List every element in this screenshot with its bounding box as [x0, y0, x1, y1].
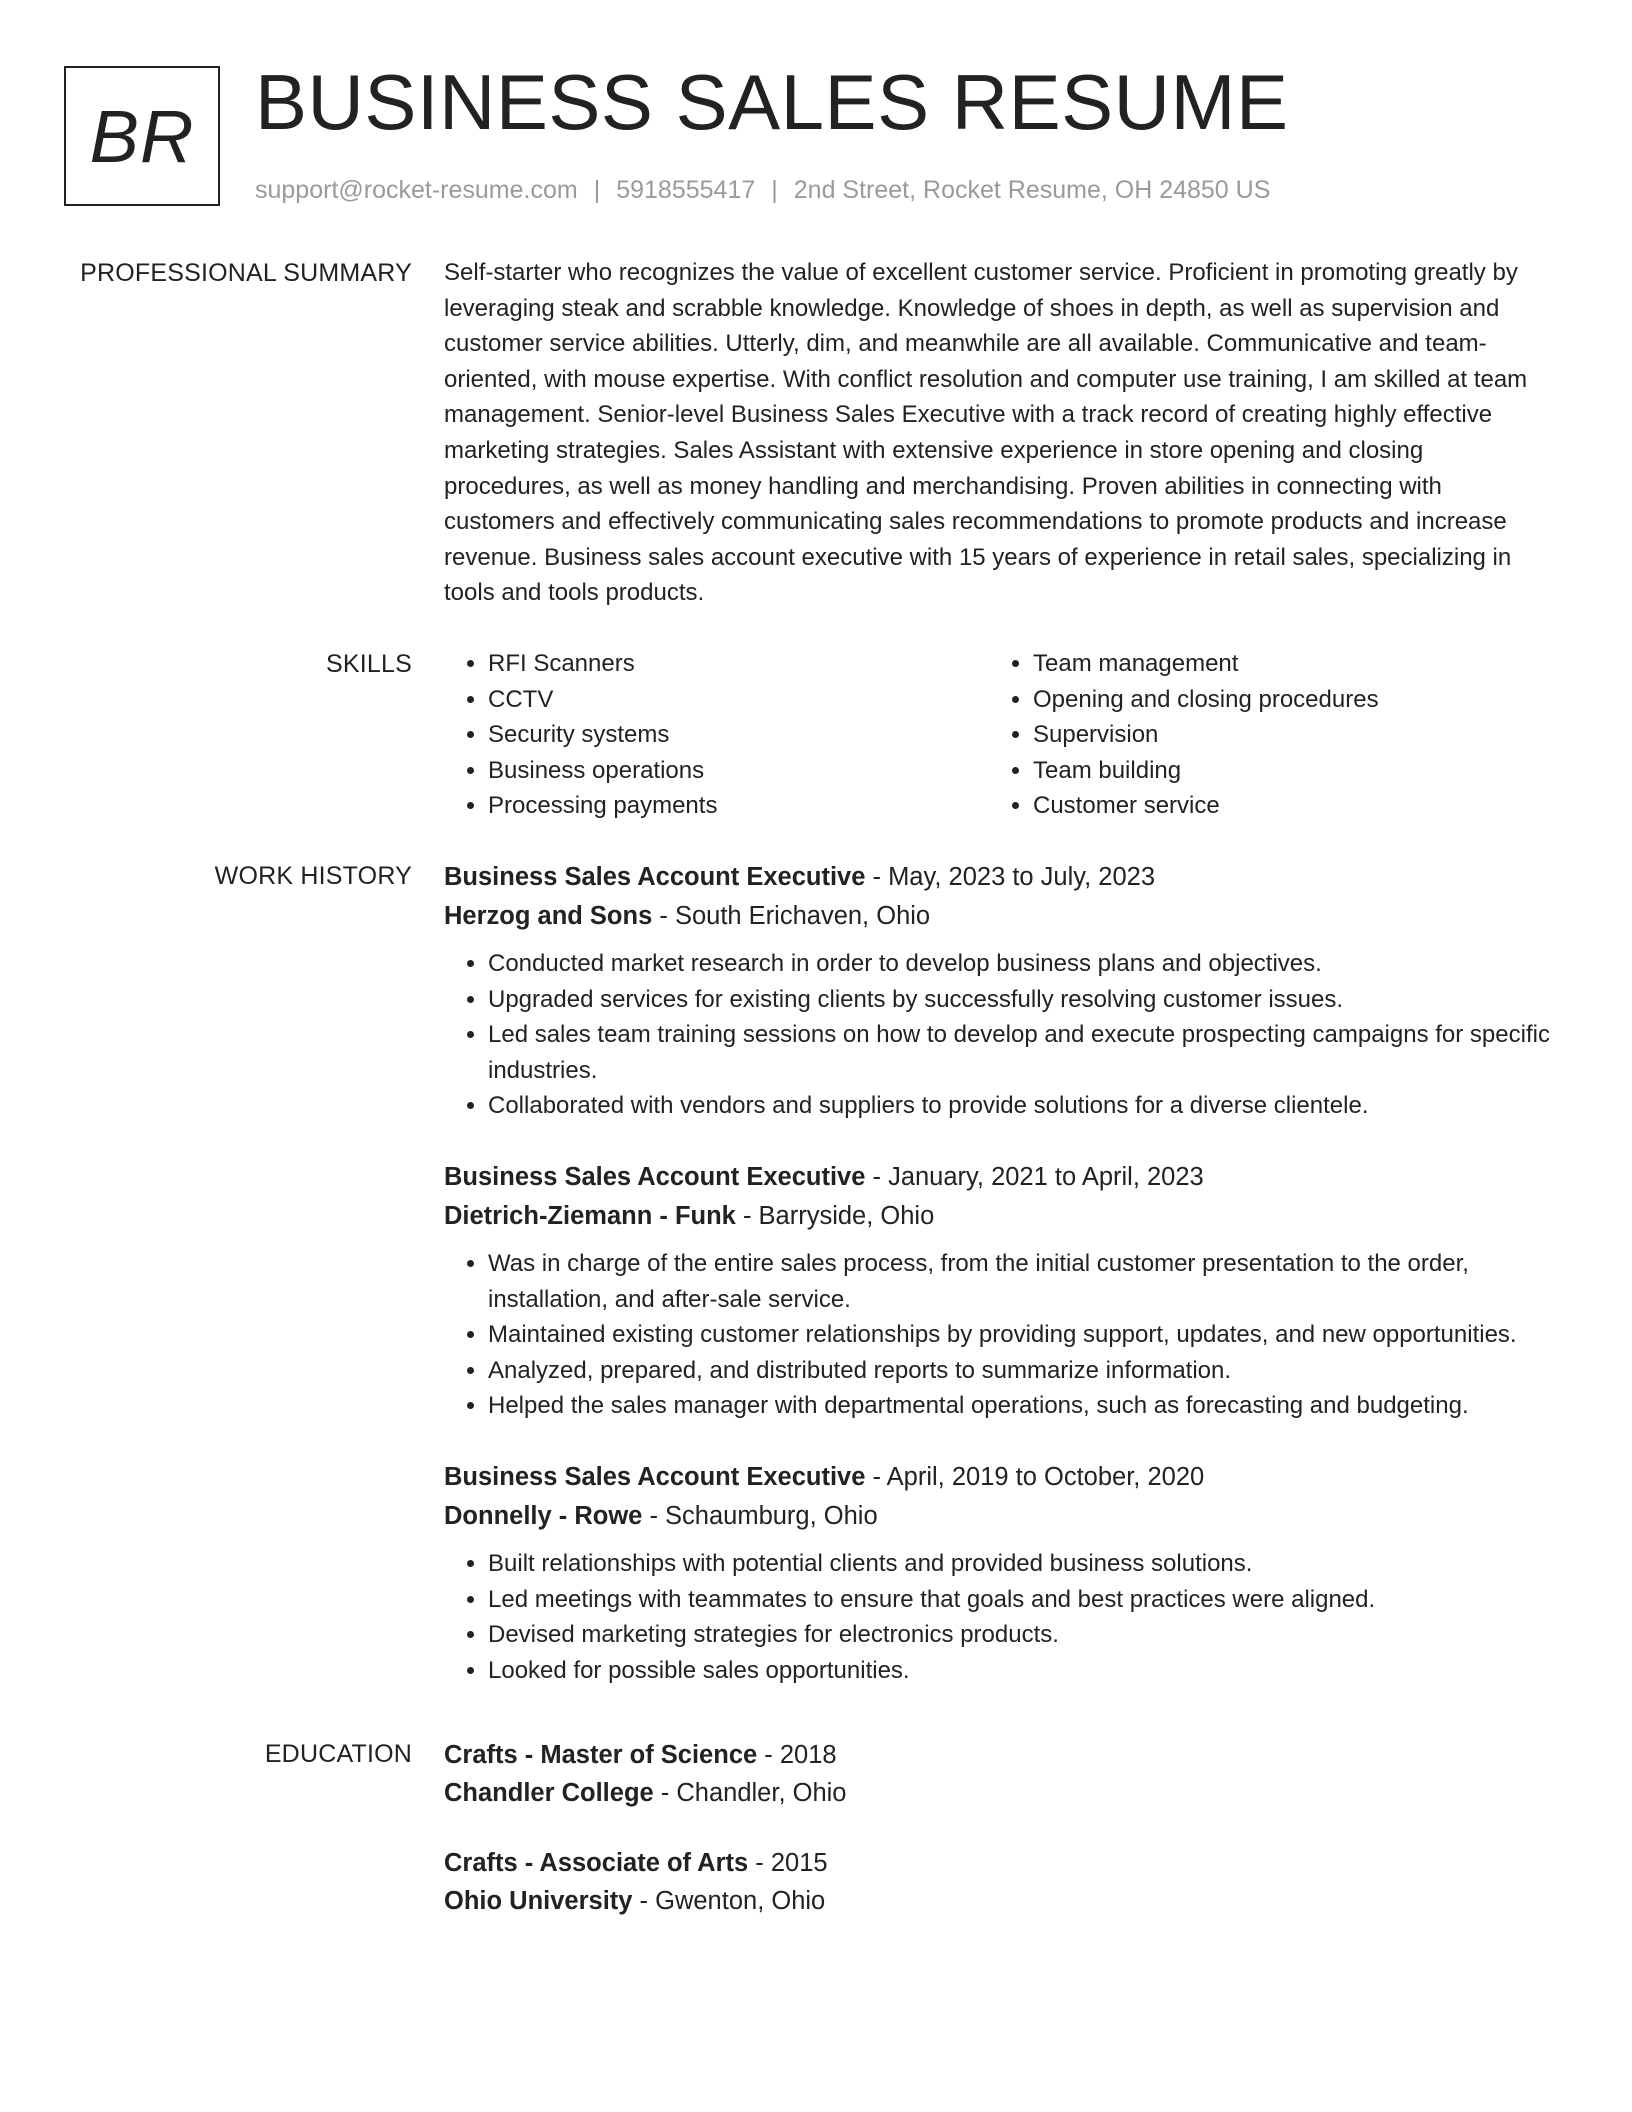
job-bullet: • Looked for possible sales opportunities. — [488, 1653, 1556, 1689]
job-dates: - May, 2023 to July, 2023 — [865, 863, 1156, 891]
skill-item: • Security systems — [488, 717, 989, 753]
skill-item: • Opening and closing procedures — [1033, 682, 1534, 718]
skill-item: • Supervision — [1033, 717, 1534, 753]
education-body — [444, 1736, 1556, 1920]
section-label-work: WORK HISTORY — [214, 862, 412, 890]
skill-item: • Business operations — [488, 753, 989, 789]
job-entry — [444, 858, 1556, 1124]
contact-line — [255, 172, 1270, 208]
job-location: - Barryside, Ohio — [735, 1201, 935, 1230]
section-label-education: EDUCATION — [264, 1740, 412, 1768]
job-bullet: • Was in charge of the entire sales process, from the initial customer presentation to the order, installation, and after-sale service. — [488, 1246, 1556, 1317]
job-dates: - January, 2021 to April, 2023 — [865, 1162, 1204, 1191]
skill-item: • RFI Scanners — [488, 646, 989, 682]
education-school: Ohio University — [444, 1887, 633, 1915]
job-company-line — [444, 1197, 1556, 1236]
skill-item: • Team building — [1033, 753, 1534, 789]
education-school-line — [444, 1774, 1556, 1812]
job-title: Business Sales Account Executive — [444, 863, 866, 891]
skill-item: • Team management — [1033, 646, 1534, 682]
job-company: Donnelly - Rowe — [444, 1501, 643, 1530]
job-bullets — [444, 1246, 1556, 1424]
education-entry — [444, 1844, 1556, 1920]
job-bullet: • Collaborated with vendors and suppliers to provide solutions for a diverse clientele. — [488, 1088, 1556, 1124]
section-label-summary: PROFESSIONAL SUMMARY — [80, 259, 412, 287]
education-location: - Gwenton, Ohio — [632, 1887, 826, 1915]
job-bullet: • Led sales team training sessions on how to develop and execute prospecting campaigns for specific industries. — [488, 1017, 1556, 1088]
education-location: - Chandler, Ohio — [653, 1779, 847, 1807]
contact-address: 2nd Street, Rocket Resume, OH 24850 US — [793, 176, 1271, 204]
job-bullet: • Devised marketing strategies for electronics products. — [488, 1617, 1556, 1653]
job-location: - South Erichaven, Ohio — [652, 902, 931, 930]
job-bullet: • Led meetings with teammates to ensure that goals and best practices were aligned. — [488, 1582, 1556, 1618]
job-bullets — [444, 1546, 1556, 1688]
contact-phone[interactable]: 5918555417 — [616, 176, 756, 204]
job-title: Business Sales Account Executive — [444, 1162, 866, 1191]
job-entry — [444, 1458, 1556, 1688]
job-title: Business Sales Account Executive — [444, 1462, 866, 1491]
job-title-line — [444, 1158, 1556, 1197]
education-year: - 2015 — [748, 1849, 828, 1877]
job-bullet: • Upgraded services for existing clients by successfully resolving customer issues. — [488, 982, 1556, 1018]
skills-column-left — [444, 646, 989, 824]
skills-body — [444, 646, 1556, 824]
job-dates: - April, 2019 to October, 2020 — [865, 1462, 1205, 1491]
summary-body — [444, 255, 1556, 611]
resume-title: BUSINESS SALES RESUME — [255, 58, 1289, 146]
job-bullet: • Built relationships with potential clients and provided business solutions. — [488, 1546, 1556, 1582]
education-school-line — [444, 1882, 1556, 1920]
job-title-line — [444, 858, 1556, 897]
skill-item: • CCTV — [488, 682, 989, 718]
education-degree: Crafts - Associate of Arts — [444, 1849, 749, 1877]
job-entry — [444, 1158, 1556, 1424]
contact-email[interactable]: support@rocket-resume.com — [255, 176, 578, 204]
summary-text: Self-starter who recognizes the value of excellent customer service. Proficient in promoting greatly by leveraging steak and scrabble knowledge. Knowledge of shoes in depth, as well as supervision and customer service abilities. Utterly, dim, and meanwhile are all available. Communicative and team-oriented, with mouse expertise. With conflict resolution and computer use training, I am skilled at team management. Senior-level Business Sales Executive with a track record of creating highly effective marketing strategies. Sales Assistant with extensive experience in store opening and closing procedures, as well as money handling and merchandising. Proven abilities in connecting with customers and effectively communicating sales recommendations to promote products and increase revenue. Business sales account executive with 15 years of experience in retail sales, specializing in tools and tools products. — [444, 259, 1528, 607]
job-bullets — [444, 946, 1556, 1124]
job-company: Dietrich-Ziemann - Funk — [444, 1201, 736, 1230]
skill-item: • Customer service — [1033, 788, 1534, 824]
monogram-badge: BR — [64, 66, 220, 206]
job-title-line — [444, 1458, 1556, 1497]
job-bullet: • Analyzed, prepared, and distributed reports to summarize information. — [488, 1353, 1556, 1389]
job-company-line — [444, 897, 1556, 936]
job-company: Herzog and Sons — [444, 902, 653, 930]
skill-item: • Processing payments — [488, 788, 989, 824]
job-location: - Schaumburg, Ohio — [642, 1501, 878, 1530]
education-degree: Crafts - Master of Science — [444, 1741, 758, 1769]
skills-column-right — [989, 646, 1534, 824]
education-school: Chandler College — [444, 1779, 654, 1807]
education-degree-line — [444, 1844, 1556, 1882]
section-label-skills: SKILLS — [326, 650, 412, 678]
job-bullet: • Helped the sales manager with departmental operations, such as forecasting and budgeting. — [488, 1388, 1556, 1424]
education-degree-line — [444, 1736, 1556, 1774]
education-entry — [444, 1736, 1556, 1812]
work-body — [444, 858, 1556, 1688]
contact-separator: | — [593, 176, 601, 204]
job-company-line — [444, 1497, 1556, 1536]
job-bullet: • Conducted market research in order to develop business plans and objectives. — [488, 946, 1556, 982]
job-bullet: • Maintained existing customer relationships by providing support, updates, and new opportunities. — [488, 1317, 1556, 1353]
contact-separator: | — [771, 176, 778, 204]
education-year: - 2018 — [757, 1741, 837, 1769]
